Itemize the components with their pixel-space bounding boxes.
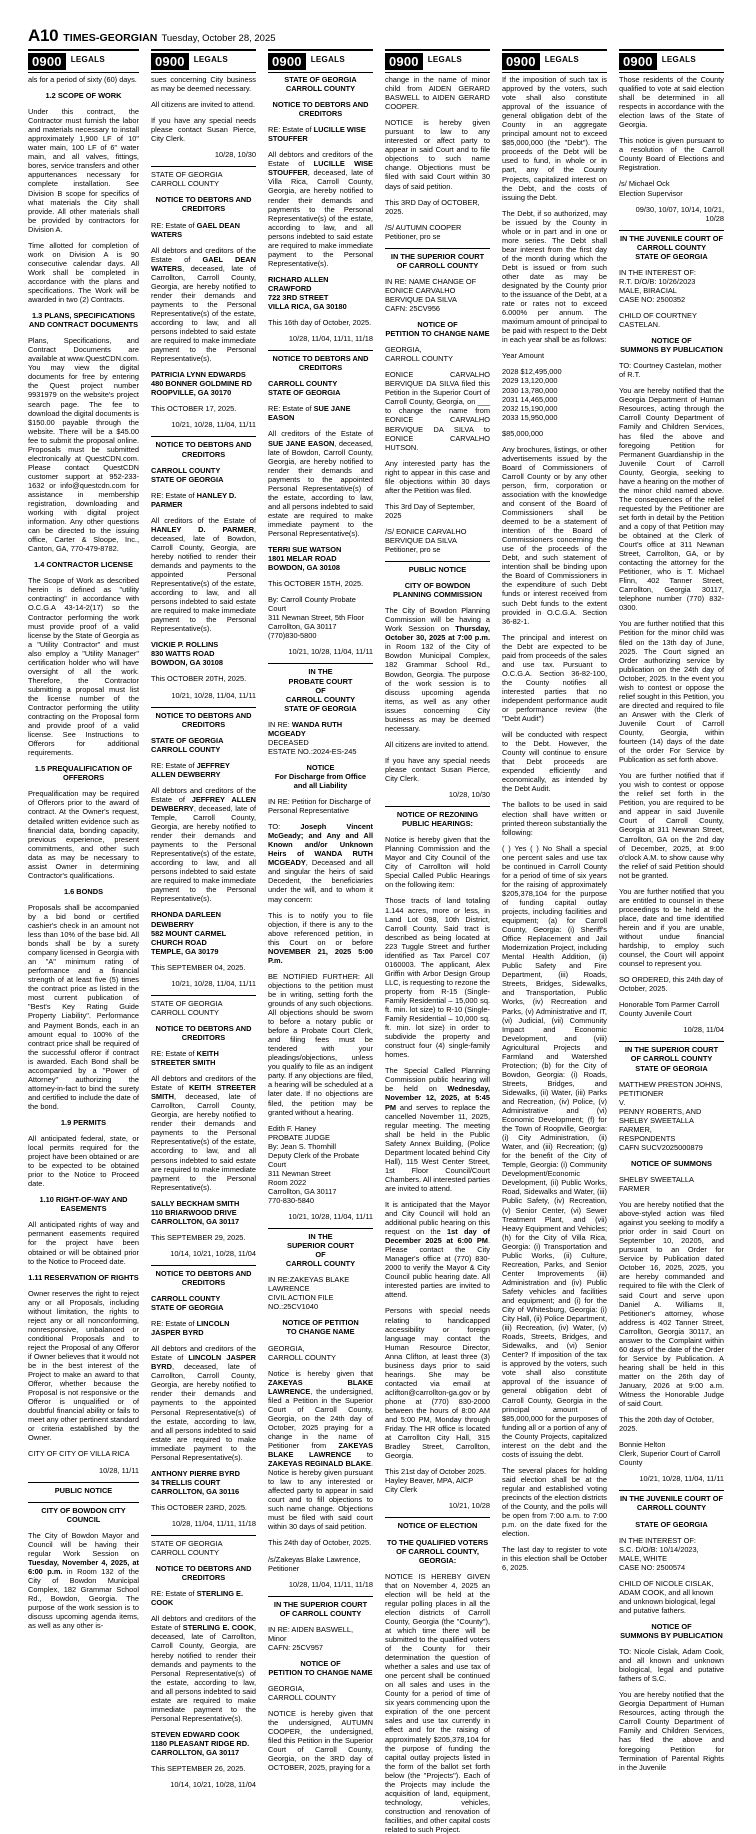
legals-column-1 — [28, 49, 145, 1834]
notice-line: This SEPTEMBER 29, 2025. — [151, 1232, 246, 1242]
notice-line: RE: Estate of SUE JANE EASON — [268, 404, 351, 423]
notice-line: RHONDA DARLEEN DEWBERRY 582 MOUNT CARMEL CHURCH ROAD TEMPLE, GA 30179 — [151, 910, 227, 956]
notice-line: /s/Zakeyas Blake Lawrence, Petitioner — [268, 1554, 361, 1573]
notice-heading: NOTICE TO DEBTORS AND CREDITORS — [155, 440, 252, 459]
notice-line: /S/ AUTUMN COOPER Petitioner, pro se — [385, 222, 462, 241]
section-divider — [151, 166, 256, 167]
legals-header — [151, 49, 256, 73]
notice-paragraph: You are hereby notified that the Georgia Department of Human Resources, acting through the Carroll County Department of Family and Children Services, has filed the above and foregoing Petition for Termination of Parental Rights in the Juvenile — [619, 1690, 724, 1772]
section-divider — [151, 1265, 256, 1266]
notice-line: RE: Estate of JEFFREY ALLEN DEWBERRY — [151, 760, 230, 779]
notice-line: This 24th day of October, 2025. — [268, 1538, 372, 1548]
notice-line: IN RE: Petition for Discharge of Personal Representative — [268, 797, 371, 816]
notice-line: This OCTOBER 23RD, 2025. — [151, 1502, 247, 1512]
notice-line: MATTHEW PRESTON JOHNS, PETITIONER V. PENNY ROBERTS, AND SHELBY SWEETALLA FARMER, RESPONDENTS CAFN SUCV2025000879 — [619, 1079, 723, 1152]
notice-paragraph: All debtors and creditors of the Estate of STERLING E. COOK, deceased, late of Carrollton, Carroll County, Georgia, are hereby notified to render their demands and payments to the Personal Representative(s) of the estate, according to law, and all persons indebted to said estate are required to make immediate payment to the Personal Representative(s). — [151, 1614, 256, 1723]
notice-line: RE: Estate of GAEL DEAN WATERS — [151, 220, 241, 239]
notice-paragraph: All debtors and creditors of the Estate of LINCOLN JASPER BYRD, deceased, late of Carrollton, Carroll County, Georgia, are hereby notified to render their demands and payments to the appointed Personal Representative(s) of the estate, according to law, and all persons indebted to said estate are required to make immediate payment to the Personal Representative(s). — [151, 1344, 256, 1462]
notice-paragraph: You are hereby notified that the Georgia Department of Human Resources, acting through the Carroll County Department of Family and Children Services, has filed the above and foregoing Petition for Permanent Guardianship in the Juvenile Court of Carroll County, Georgia, seeking to have a hearing on the mother of the minor child named above. The consequences of the relief requested by the Petitioner are set forth in detail by the Petition and a copy of that Petition may be obtained at the Clerk of Court's office at 311 Newnan Street, Carrollton, GA, or by contacting the attorney for the Petitioner, who is T. Michael Flinn, 402 Tanner Street, Carrollton, Georgia 30117, telephone number (770) 832-0300. — [619, 386, 724, 613]
legals-column-4 — [379, 49, 496, 1834]
notice-line: This SEPTEMBER 04, 2025. — [151, 962, 246, 972]
section-divider — [619, 230, 724, 231]
legals-category-label: LEGALS — [661, 55, 696, 64]
notice-line: This SEPTEMBER 26, 2025. — [151, 1764, 246, 1774]
notice-line: This 21st day of October 2025. Hayley Beaver, MPA, AICP City Clerk — [385, 1467, 487, 1495]
notice-paragraph: Any brochures, listings, or other advertisements issued by the Board of Commissioners of Carroll County or by any other person, firm, corporation or association with the knowledge and consent of the Board of Commissioners shall be deemed to be a statement of intention of the Board of Commissioners concerning the use of the proceeds of the Debt, and such statement of intention shall be binding upon the Board of Commissioners in the expenditure of such Debt funds or interest received from such Debt funds to the extent provided in O.C.G.A. Section 36-82-1. — [502, 444, 607, 626]
section-divider — [151, 707, 256, 708]
notice-paragraph: The principal and interest on the Debt are expected to be paid from proceeds of the sales and use tax. Pursuant to O.C.G.A. Section 36-82-100, the County notifies all interested parties that no independent performance audit or performance review (the "Debt Audit") — [502, 632, 607, 724]
notice-paragraph: Those residents of the County qualified to vote at said election shall be determined in all respects in accordance with the election laws of the State of Georgia. — [619, 75, 724, 130]
notice-heading: 1.5 PREQUALIFICATION OF OFFERORS — [34, 764, 133, 783]
notice-line: IN RE: WANDA RUTH MCGEADY DECEASED ESTATE NO.:2024-ES-245 — [268, 719, 357, 756]
notice-paragraph: Owner reserves the right to reject any or all Proposals, including without limitation, the rights to reject any or all nonconforming, nonresponsive, unbalanced or conditional Proposals and to reject the Proposal of any Offeror if Owner believes that it would not be in the best interest of the Project to make an award to that Offeror, whether because the Proposal is not responsive or the Offeror is unqualified or of doubtful financial ability or fails to meet any other pertinent standard or criteria established by the Owner. — [28, 1288, 139, 1443]
notice-line: RE: Estate of LUCILLE WISE STOUFFER — [268, 125, 366, 144]
notice-line: CITY OF CITY OF VILLA RICA — [28, 1449, 130, 1459]
legals-column-2 — [145, 49, 262, 1834]
legals-category-number: 0900 — [619, 53, 657, 70]
legals-category-number: 0900 — [28, 53, 66, 70]
notice-heading: NOTICE OF SUMMONS BY PUBLICATION — [620, 1621, 723, 1640]
notice-paragraph: Any interested party has the right to appear in this case and file objections within 30 days after the Petition was filed. — [385, 458, 490, 495]
paper-name: TIMES-GEORGIAN — [63, 32, 158, 44]
notice-heading: IN THE JUVENILE COURT OF CARROLL COUNTY — [619, 1494, 724, 1513]
notice-paragraph: The ballots to be used in said election shall have written or printed thereon substantially the following: — [502, 800, 607, 837]
notice-heading: CITY OF BOWDON CITY COUNCIL — [41, 1505, 126, 1524]
notice-line: IN RE:ZAKEYAS BLAKE LAWRENCE CIVIL ACTION FILE NO.:25CV1040 — [268, 1275, 350, 1312]
notice-heading: TO THE QUALIFIED VOTERS OF CARROLL COUNTY, GEORGIA: — [386, 1537, 489, 1565]
notice-line: $85,000,000 — [502, 428, 544, 438]
section-divider — [385, 248, 490, 249]
notice-heading: NOTICE TO DEBTORS AND CREDITORS — [155, 1023, 252, 1042]
notice-paragraph: All anticipated rights of way and permanent easements required for the project have been obtained or will be obtained prior to the Notice to Proceed date. — [28, 1220, 139, 1266]
legals-category-number: 0900 — [268, 53, 306, 70]
notice-paragraph: will be conducted with respect to the Debt. However, the County will continue to ensure that Debt proceeds are expended efficiently and economically, as intended by the Debt Audit. — [502, 730, 607, 794]
notice-line: ANTHONY PIERRE BYRD 34 TRELLIS COURT CARROLLTON, GA 30116 — [151, 1468, 240, 1496]
notice-paragraph: All citizens are invited to attend. — [385, 739, 489, 749]
section-divider — [385, 1517, 490, 1518]
legals-category-label: LEGALS — [427, 55, 462, 64]
section-divider — [268, 1228, 373, 1229]
notice-paragraph: Those tracts of land totaling 1.144 acres, more or less, in Land Lot 098, 10th District, Carroll County. Said tract is described as being located at 223 Tuggle Street and further identified as Tax Parcel C07 0160003. The applicant, Alex Griffin with Arbor Design Group LLC, is requesting to rezone the property from R-15 (Single-Family Residential – 15,000 sq. ft. min. lot size) to R-10 (Single-Family Residential – 10,000 sq. ft. min. lot size) in order to subdivide the property and construct four (4) single-family homes. — [385, 896, 490, 1060]
notice-heading: NOTICE TO DEBTORS AND CREDITORS — [155, 195, 252, 214]
notice-heading: NOTICE OF REZONING PUBLIC HEARINGS: — [396, 810, 479, 829]
legals-category-number: 0900 — [151, 53, 189, 70]
notice-heading: IN THE SUPERIOR COURT OF CARROLL COUNTY — [390, 251, 485, 270]
legals-column-5 — [496, 49, 613, 1834]
notice-line: Bonnie Helton Clerk, Superior Court of Carroll County — [619, 1440, 721, 1468]
notice-paragraph: TO: Joseph Vincent McGeady; and Any and All Known and/or Unknown Heirs of WANDA RUTH MCGEADY, Deceased and all and singular the heirs of said Decedent, the beneficiaries under the will, and to whom it may concern: — [268, 822, 373, 904]
section-divider — [268, 663, 373, 664]
notice-line: STATE OF GEORGIA CARROLL COUNTY — [151, 1539, 223, 1558]
notice-paragraph: ( ) Yes ( ) No Shall a special one percent sales and use tax be continued in Carroll County for a period of time of six years for the raising of approximately $205,378,104 for the purpose of funding capital outlay projects, including facilities and equipment; (a) for Carroll County, Georgia: (i) Sheriff's Office Replacement and Jail Modernization Project, including Mental Health Addition, (ii) Public Safety and Fire Department, (iii) Roads, Streets, Bridges, Sidewalks, and Transportation, Public Works, (iv) Recreation and Parks, (v) Administrative and IT, (vi) Judicial, (vii) Community Impact and Economic Development, and (viii) Agricultural Projects and Farmland and Watershed Protection; (b) for the City of Bowdon, Georgia: (i) Roads, Streets, Bridges, and Sidewalks, (ii) Water, (iii) Parks and Recreation, (iv) Police, (v) Administrative and (vi) Economic Development; (f) for the Town of Roopville, Georgia: (i) City Administration, (ii) Water, and (iii) Recreation; (g) for the benefit of the City of Temple, Georgia: (i) Community Development/Economic Development, (ii) Public Works, Road, Sidewalks and Water, (iii) Public Safety, (iv) Recreation, (v) Senior Center, (vi) Sewer Treatment Plant, and (vii) Heavy Equipment and Vehicles; (h) for the City of Villa Rica, Georgia: (i) Transportation and Public Works, (ii) Culture, Recreation, Parks, and Senior Center Improvements (iii) Administration and (iv) Public Safety vehicles and facilities and equipment; and (i) for the City of Whitesburg, Georgia: (i) City Hall, (ii) Police Department, (iii) Recreation, (iv) Water, (v) Roads, Streets, Bridges, and Sidewalks, and (vi) Senior Center? If imposition of the tax is approved by the voters, such vote shall also constitute approval of the issuance of general obligation debt of Carroll County, Georgia in the principal amount of $85,000,000 for the purposes of funding all or a portion of any of the County Projects, capitalized interest on the debt and the costs of issuing the debt. — [502, 843, 607, 1459]
notice-line: This OCTOBER 15TH, 2025. — [268, 579, 364, 589]
publication-dates: 10/21, 10/28, 11/04, 11/11 — [288, 647, 373, 657]
notice-paragraph: NOTICE is hereby given pursuant to law to any interested or affect party to appear in said Court and to file objections to such name change. Objections must be filed with said Court within 30 days of said petition. — [385, 118, 490, 191]
notice-line: CARROLL COUNTY STATE OF GEORGIA — [151, 465, 224, 484]
notice-line: GEORGIA, CARROLL COUNTY — [268, 1343, 336, 1362]
issue-date: Tuesday, October 28, 2025 — [161, 33, 276, 44]
page-folio: A10 — [28, 26, 59, 45]
notice-line: Honorable Tom Parmer Carroll County Juvenile Court — [619, 1000, 720, 1019]
notice-paragraph: The Special Called Planning Commission public hearing will be held on Wednesday, November 12, 2025, at 5:45 PM and serves to replace the cancelled November 11, 2025, regular meeting. The meeting shall be held in the Public Safety Annex Building, (Police Department located behind City Hall), 115 West Center Street, 1st Floor Council/Court Chambers. All interested parties are invited to attend. — [385, 1066, 490, 1193]
notice-line: RE: Estate of LINCOLN JASPER BYRD — [151, 1319, 230, 1338]
notice-line: Year Amount — [502, 351, 545, 361]
notice-paragraph: If you have any special needs please contact Susan Pierce, City Clerk. — [151, 116, 256, 144]
notice-paragraph: Persons with special needs relating to handicapped accessibility or foreign language may contact the Human Resource Director, Anna Clifton, at least three (3) business days prior to said hearings. She may be contacted via email at aclifton@carrollton-ga.gov or by phone at (770) 830-2000 between the hours of 8:00 AM and 5:00 PM, Monday through Friday. The HR office is located at Carrollton City Hall, 315 Bradley Street, Carrollton, Georgia. — [385, 1306, 490, 1461]
notice-line: CHILD OF NICOLE CISLAK, ADAM COOK, and all known and unknown biological, legal and putative fathers. — [619, 1578, 716, 1615]
notice-paragraph: All debtors and creditors of the Estate of JEFFREY ALLEN DEWBERRY, deceased, late of Temple, Carroll County, Georgia, are hereby notified to render their demands and payments to the Personal Representative(s) of the estate, according to law, and all persons indebted to said estate are required to make immediate payment to the Personal Representative(s). — [151, 785, 256, 904]
notice-line: This the 20th day of October, 2025. — [619, 1415, 714, 1434]
notice-heading: 1.6 BONDS — [63, 886, 104, 896]
notice-paragraph: It is anticipated that the Mayor and City Council will hold an additional public hearing on this request on the 1st day of December 2025 at 6:00 PM. Please contact the City Manager's office at (770) 830-2000 to verify the Mayor & City Council public hearing date. All interested parties are invited to attend. — [385, 1199, 491, 1300]
notice-line: This OCTOBER 20TH, 2025. — [151, 674, 247, 684]
notice-heading: IN THE PROBATE COURT OF CARROLL COUNTY STATE OF GEORGIA — [284, 667, 357, 713]
notice-line: TERRI SUE WATSON 1801 MELAR ROAD BOWDON, GA 30108 — [268, 545, 342, 573]
notice-paragraph: Under this contract, the Contractor must furnish the labor and materials necessary to install approximately 1,900 LF of 10" water main, 100 LF of 6" water main, and all valves, fittings, bores, service transfers and other appurtenances necessary for complete installation. See Division B scope for specifics of what materials the City shall provide. All other materials shall be provided by contractors for Division A. — [28, 107, 139, 234]
notice-line: RE: Estate of STERLING E. COOK — [151, 1589, 244, 1608]
notice-paragraph: All debtors and creditors of the Estate of GAEL DEAN WATERS, deceased, late of Carrollton, Carroll County, Georgia, are hereby notified to render their demands and payments to the Personal Representative(s) of the estate, according to law, and all persons indebted to said estate are required to make immediate payment to the Personal Representative(s). — [151, 245, 256, 364]
notice-heading: 1.2 SCOPE OF WORK — [45, 91, 122, 101]
notice-heading: NOTICE TO DEBTORS AND CREDITORS — [272, 100, 369, 119]
publication-dates: 10/21, 10/28, 11/04, 11/11 — [171, 420, 256, 430]
publication-dates: 10/28, 11/04, 11/11, 11/18 — [288, 1579, 373, 1589]
notice-line: CARROLL COUNTY STATE OF GEORGIA — [268, 379, 341, 398]
notice-line: GEORGIA, CARROLL COUNTY — [268, 1683, 336, 1703]
publication-dates: 10/14, 10/21, 10/28, 11/04 — [170, 1780, 256, 1790]
notice-heading: PUBLIC NOTICE — [54, 1485, 113, 1495]
notice-paragraph: Prequalification may be required of Offerors prior to the award of contract. At the Owner's request, detailed written evidence such as financial data, bonding capacity, previous experience, present commitments, and other such data as may be necessary to assist Owner in determining Contractor's qualifications. — [28, 789, 139, 880]
notice-paragraph: Plans, Specifications, and Contract Documents are available at www.QuestCDN.com. You may view the digital documents for free by entering the Quest project number 9931979 on the website's project search page. The fee to download the digital documents is $150.00 payable through the website. There will be a $45.00 fee to submit the proposal online. Proposals must be submitted electronically at QuestCDN.com. Please contact QuestCDN customer support at 952-233-1632 or info@questcdn.com for assistance in membership registration, downloading and working with digital project information. Any other questions can be directed to the issuing office, Carter & Sloope, Inc., Canton, GA, 770-479-8782. — [28, 336, 139, 554]
publication-dates: 10/21, 10/28 — [448, 1501, 490, 1511]
notice-paragraph: Time allotted for completion of work on Division A is 90 consecutive calendar days. All Work shall be completed in accordance with the plans and specifications. The Work will be awarded in two (2) Contracts. — [28, 240, 139, 305]
legals-category-label: LEGALS — [70, 55, 105, 64]
notice-line: IN THE INTEREST OF: S.C. D/O/B: 10/14/2023, MALE, WHITE CASE NO: 2500574 — [619, 1535, 699, 1572]
notice-paragraph: BE NOTIFIED FURTHER: All objections to the petition must be in writing, setting forth the grounds of any such objections. All objections should be sworn to before a notary public or before a Probate Court Clerk, and filing fees must be tendered with your pleadings/objections, unless you qualify to file as an indigent party. If any objections are filed, a hearing will be scheduled at a later date. If no objections are filed, the petition may be granted without a hearing. — [268, 971, 373, 1117]
legals-column-3 — [262, 49, 379, 1834]
publication-dates: 10/28, 11/04 — [683, 1025, 724, 1035]
legals-header-rule — [619, 72, 724, 73]
notice-heading: IN THE JUVENILE COURT OF CARROLL COUNTY STATE OF GEORGIA — [619, 233, 724, 261]
notice-heading: 1.4 CONTRACTOR LICENSE — [34, 560, 133, 570]
publication-dates: 10/21, 10/28, 11/04, 11/11 — [171, 978, 256, 988]
notice-paragraph: All creditors of the Estate of HANLEY D. PARMER, deceased, late of Bowdon, Carroll County, Georgia, are hereby notified to render their demands and payments to the appointed Personal Representative(s) of the estate, according to law, and all persons indebted to said estate are required to make immediate payment to the Personal Representative(s). — [151, 515, 256, 634]
notice-heading: NOTICE For Discharge from Office and all Liability — [274, 762, 367, 790]
notice-line: RE: Estate of KEITH STREETER SMITH — [151, 1048, 219, 1068]
notice-paragraph: All creditors of the Estate of SUE JANE EASON, deceased, late of Bowdon, Carroll County, Georgia, are hereby notified to render their demands and payments to the appointed Personal Representative(s) of the estate, according to law, and all persons indebted to said estate are required to make immediate payment to the Personal Representative(s). — [268, 429, 373, 538]
notice-line: This 16th day of October, 2025. — [268, 318, 372, 328]
column-container — [0, 49, 756, 1834]
notice-paragraph: You are further notified that if you wish to contest or oppose the relief set forth in the Petition, you are required to be and appear in said Juvenile Court of Carroll County, Georgia at 311 Newnan Street, Carrollton, GA on the 2nd day of December, 2025, at 9:00 o'clock A.M. to show cause why the relief of said Petition should not be granted. — [619, 771, 724, 880]
publication-dates: 10/21, 10/28, 11/04, 11/11 — [171, 690, 256, 700]
notice-paragraph: You are further notified that you are entitled to counsel in these proceedings to be held at the place, date and time identified herein and if you are unable, without undue financial hardship, to employ such counsel, the Court will appoint counsel to represent you. — [619, 886, 724, 969]
notice-line: STATE OF GEORGIA CARROLL COUNTY — [151, 170, 223, 189]
notice-paragraph: Notice is hereby given that ZAKEYAS BLAKE LAWRENCE, the undersigned, filed a Petition in the Superior Court of Carroll County, Georgia, on the 24th day of October, 2025 praying for a change in the name of Petitioner from ZAKEYAS BLAKE LAWRENCE to ZAKEYAS REGINALD BLAKE. Notice is hereby given pursuant to law to any interested or affected party to appear in said court and to fill objections to such name change. Objections must be filed with said court within 30 days of said petition. — [268, 1368, 373, 1532]
notice-line: IN THE INTEREST OF: R.T. D/O/B: 10/26/2023 MALE, BIRACIAL CASE NO: 2500352 — [619, 267, 696, 304]
notice-heading: CITY OF BOWDON PLANNING COMMISSION — [392, 581, 483, 600]
notice-heading: STATE OF GEORGIA — [635, 1519, 708, 1529]
publication-dates: 10/28, 11/04, 11/11, 11/18 — [288, 334, 373, 344]
notice-heading: STATE OF GEORGIA CARROLL COUNTY — [284, 75, 357, 94]
notice-paragraph: You are hereby notified that the above-styled action was filed against you seeking to modify a prior order in said Court on September 10, 20205, and pursuant to an Order for Service by Publication dated October 16, 2025, 2025, you are hereby commanded and required to file with the Clerk of said Court and serve upon Daniel A. Williams II, Petitioner's attorney, whose address is 402 Tanner Street, Carrollton, Georgia 30117, an answer to the Complaint within 60 days of the date of the Order for Service by Publication. A hearing shall be held in this matter on the 26th day of January, 2026 at 9:00 a.m. Witness the Honorable Judge of said Court. — [619, 1200, 724, 1409]
notice-paragraph: EONICE CARVALHO BERVIQUE DA SILVA filed this Petition in the Superior Court of Carroll County, Georgia, on ___ to change the name from EONICE CARVALHO BERVIQUE DA SILVA to EONICE CARVALHO HUTSON. — [385, 370, 490, 452]
notice-heading: 1.9 PERMITS — [60, 1117, 107, 1127]
notice-paragraph: Notice is hereby given that the Planning Commission and the Mayor and City Council of the City of Carrollton will hold Special Called Public Hearings on the following item: — [385, 835, 490, 890]
notice-heading: NOTICE TO DEBTORS AND CREDITORS — [272, 354, 369, 373]
notice-heading: IN THE SUPERIOR COURT OF CARROLL COUNTY — [285, 1232, 356, 1269]
notice-line: TO: Courtney Castelan, mother of R.T. — [619, 361, 722, 380]
notice-paragraph: All anticipated federal, state, or local permits required for the project have been obtained or are to be expected to be obtained prior to the Notice to Proceed date. — [28, 1134, 139, 1189]
notice-line: SHELBY SWEETALLA FARMER — [619, 1174, 694, 1194]
masthead — [0, 0, 756, 49]
publication-dates: 10/28, 11/11 — [99, 1465, 139, 1475]
notice-paragraph: NOTICE IS HEREBY GIVEN that on November 4, 2025 an election will be held at the regular polling places in all the election districts of Carroll County, Georgia (the "County"), at which time there will be submitted to the qualified voters of the County for their determination the question of whether a sales and use tax of one percent shall be continued on all sales and uses in the County for a period of time of six years commencing upon the expiration of the one percent sales and use tax currently in effect and for the raising of approximately $205,378,104 for the purpose of funding the capital outlay projects listed in the form of the ballot set forth below (the "Projects"). Each of the Projects may include the acquisition of land, equipment, technology, vehicles, construction and renovation of facilities, and other capital costs related to such Project. — [385, 1571, 490, 1834]
notice-paragraph: The several places for holding said election shall be at the regular and established voting precincts of the election districts of the County, and the polls will be open from 7:00 a.m. to 7:00 p.m. on the date fixed for the election. — [502, 1465, 607, 1539]
section-divider — [151, 995, 256, 996]
notice-line: 2028 $12,495,000 2029 13,120,000 2030 13,780,000 2031 14,465,000 2032 15,190,000 2033 15,950,000 — [502, 367, 562, 422]
notice-paragraph: The City of Bowdon Planning Commission will be having a Work Session on Thursday, October 30, 2025 at 7:00 p.m. in Room 132 of the City of Bowdon Municipal Complex, 182 Grammar School Rd., Bowdon, Georgia. The purpose of the work session is to discuss upcoming agenda items, as well as any other issues concerning City business as may be deemed necessary. — [385, 606, 490, 733]
notice-heading: PUBLIC NOTICE — [408, 565, 467, 575]
notice-paragraph: This notice is given pursuant to a resolution of the Carroll County Board of Elections and Registration. — [619, 136, 724, 173]
notice-paragraph: TO: Nicole Cislak, Adam Cook, and all known and unknown biological, legal and putative fathers of S.C. — [619, 1647, 724, 1684]
legals-category-number: 0900 — [385, 53, 423, 70]
legals-header-rule — [151, 72, 256, 73]
notice-line: RICHARD ALLEN CRAWFORD 722 3RD STREET VILLA RICA, GA 30180 — [268, 274, 347, 312]
notice-line: /S/ EONICE CARVALHO BERVIQUE DA SILVA Petitioner, pro se — [385, 526, 467, 555]
notice-line: SALLY BECKHAM SMITH 110 BRIARWOOD DRIVE CARROLLTON, GA 30117 — [151, 1198, 240, 1226]
legals-header-rule — [385, 72, 490, 73]
notice-heading: NOTICE OF SUMMONS BY PUBLICATION — [620, 336, 723, 355]
notice-paragraph: All debtors and creditors of the Estate of KEITH STREETER SMITH, deceased, late of Carrollton, Carroll County, Georgia, are hereby notified to render their demands and payments to the Personal Representative(s) of the estate, according to law, and all persons indebted to said estate are required to make immediate payment to the Personal Representative(s). — [151, 1074, 256, 1192]
notice-heading: NOTICE OF SUMMONS — [631, 1158, 712, 1168]
notice-line: STATE OF GEORGIA CARROLL COUNTY — [151, 998, 223, 1017]
section-divider — [385, 561, 490, 562]
notice-heading: 1.10 RIGHT-OF-WAY AND EASEMENTS — [39, 1195, 128, 1214]
notice-line: CHILD OF COURTNEY CASTELAN. — [619, 310, 697, 330]
notice-heading: NOTICE OF ELECTION — [397, 1521, 478, 1531]
legals-category-label: LEGALS — [310, 55, 345, 64]
publication-dates: 10/28, 10/30 — [448, 790, 490, 800]
publication-dates: 10/28, 11/04, 11/11, 11/18 — [171, 1519, 256, 1528]
notice-line: STEVEN EDWARD COOK 1180 PLEASANT RIDGE RD. CARROLLTON, GA 30117 — [151, 1729, 250, 1757]
legals-category-number: 0900 — [502, 53, 540, 70]
notice-heading: NOTICE TO DEBTORS AND CREDITORS — [155, 710, 252, 729]
publication-dates: 10/14, 10/21, 10/28, 11/04 — [170, 1248, 256, 1258]
notice-heading: NOTICE OF PETITION TO CHANGE NAME — [385, 320, 490, 339]
notice-line: RE: Estate of HANLEY D. PARMER — [151, 490, 237, 509]
notice-paragraph: All debtors and creditors of the Estate of LUCILLE WISE STOUFFER, deceased, late of Villa Rica, Carroll County, Georgia, are hereby notified to render their demands and payments to the Personal Representative(s) of the estate, according to law, and all persons indebted to said estate are required to make immediate payment to the Personal Representative(s). — [268, 150, 373, 268]
notice-heading: 1.11 RESERVATION OF RIGHTS — [28, 1272, 139, 1282]
notice-line: PATRICIA LYNN EDWARDS 480 BONNER GOLDMINE RD ROOPVILLE, GA 30170 — [151, 370, 253, 398]
legals-category-label: LEGALS — [193, 55, 228, 64]
section-divider — [385, 806, 490, 807]
legals-category-label: LEGALS — [544, 55, 579, 64]
legals-header-rule — [268, 72, 373, 73]
notice-line: /s/ Michael Ock Election Supervisor — [619, 179, 683, 198]
notice-heading: IN THE SUPERIOR COURT OF CARROLL COUNTY STATE OF GEORGIA — [624, 1045, 719, 1073]
publication-dates: 10/28, 10/30 — [214, 150, 256, 160]
notice-paragraph: The Debt, if so authorized, may be issued by the County in whole or in part and in one or more series. The Debt shall bear interest from the first day of the month during which the Debt is issued or from such other date as may be designated by the County prior to the issuance of the Debt, at a rate or rates not to exceed 6.000% per annum. The maximum amount of principal to be paid with respect to the Debt in each year shall be as follows: — [502, 208, 607, 345]
legals-header — [268, 49, 373, 73]
notice-line: IN RE: AIDEN BASWELL, Minor CAFN: 25CV957 — [268, 1624, 354, 1652]
notice-heading: NOTICE OF PETITION TO CHANGE NAME — [268, 1658, 373, 1677]
notice-line: This OCTOBER 17, 2025. — [151, 404, 237, 414]
notice-heading: NOTICE TO DEBTORS AND CREDITORS — [155, 1564, 252, 1583]
section-divider — [619, 1041, 724, 1042]
section-divider — [28, 1482, 139, 1483]
legals-header — [385, 49, 490, 73]
notice-line: STATE OF GEORGIA CARROLL COUNTY — [151, 735, 224, 754]
publication-dates: 09/30, 10/07, 10/14, 10/21, 10/28 — [635, 204, 724, 223]
notice-paragraph: All citizens are invited to attend. — [151, 100, 255, 110]
legals-header-rule — [502, 72, 607, 73]
section-divider — [619, 1490, 724, 1491]
notice-paragraph: Proposals shall be accompanied by a bid bond or certified cashier's check in an amount not less than 10% of the base bid. All bonds shall be by a surety company licensed in Georgia with an "A" minimum rating of performance and a financial strength of at least five (5) times the contract price as listed in the most current publication of "Best's Key Rating Guide Property Liability". Performance and Payment Bonds, each in an amount equal to 100% of the contract price shall be required of the successful offeror if contract is awarded. Each Bond shall be accompanied by a "Power of Attorney" authorizing the attorney-in-fact to bind the surety and certified to include the date of the bond. — [28, 902, 139, 1111]
legals-header — [619, 49, 724, 73]
notice-paragraph: sues concerning City business as may be deemed necessary. — [151, 75, 256, 94]
notice-paragraph: You are further notified that this Petition for the minor child was filed on the 13th day of June, 2025. The Court signed an Order authorizing service by publication on the 24th day of October, 2025. In the event you wish to contest or oppose the relief sought in this Petition, you are directed and required to file an Answer with the Clerk of Juvenile Court of Carroll County, Georgia, within fourteen (14) days of the date of the order For Service by Publication as set forth above. — [619, 619, 724, 765]
notice-heading: 1.3 PLANS, SPECIFICATIONS AND CONTRACT DOCUMENTS — [28, 311, 139, 330]
notice-paragraph: The Scope of Work as described herein is defined as "utility contracting" in accordance with O.C.G.A 43-14-2(17) so the Contractor performing the work must provide proof of a valid license by the State of Georgia as a "Utility Contractor" and must also employ a "Utility Manager" certification holder who will have oversight of all the work. Therefore, the Contractor submitting a proposal must list the license number of the Contractor performing the utility contracting on the Proposal form and provide proof of a valid license. See Instructions to Offerors for additional requirements. — [28, 576, 139, 758]
section-divider — [151, 1535, 256, 1536]
legals-header — [28, 49, 139, 73]
legals-header-rule — [28, 72, 139, 73]
notice-paragraph: als for a period of sixty (60) days. — [28, 75, 137, 84]
notice-paragraph: If you have any special needs please contact Susan Pierce, City Clerk. — [385, 755, 490, 783]
notice-line: IN RE: NAME CHANGE OF EONICE CARVALHO BERVIQUE DA SILVA CAFN: 25CV956 — [385, 276, 477, 313]
notice-heading: IN THE SUPERIOR COURT OF CARROLL COUNTY — [273, 1599, 368, 1618]
publication-dates: 10/21, 10/28, 11/04, 11/11 — [288, 1212, 373, 1222]
notice-line: GEORGIA, CARROLL COUNTY — [385, 345, 453, 364]
publication-dates: 10/21, 10/28, 11/04, 11/11 — [639, 1474, 724, 1484]
notice-paragraph: NOTICE is hereby given that the undersigned, AUTUMN COOPER, the undersigned, filed this Petition in the Superior Court of Carroll County, Georgia, on the 3RD day of OCTOBER, 2025, praying for a — [268, 1709, 373, 1773]
notice-line: SO ORDERED, this 24th day of October, 2025. — [619, 975, 723, 994]
section-divider — [151, 436, 256, 437]
notice-paragraph: The City of Bowdon Mayor and Council will be having their regular Work Session on Tuesday, November 4, 2025, at 6:00 p.m. in Room 132 of the City of Bowdon Municipal Complex, 182 Grammar School Rd., Bowdon, Georgia. The purpose of the work session is to discuss upcoming agenda items, as well as any other is- — [28, 1530, 139, 1631]
notice-paragraph: If the imposition of such tax is approved by the voters, such vote shall also constitute approval of the issuance of general obligation debt of the County in an aggregate principal amount not to exceed $85,000,000 (the "Debt"). The proceeds of the Debt will be used to fund, in whole or in part, any of the County Projects, capitalized interest on the Debt, and the costs of issuing the Debt. — [502, 75, 607, 202]
notice-heading: NOTICE OF PETITION TO CHANGE NAME — [282, 1318, 359, 1337]
notice-paragraph: This is to notify you to file objection, if there is any to the above referenced petition, in this Court on or before NOVEMBER 21, 2025 5:00 P.m. — [268, 910, 373, 965]
section-divider — [28, 1502, 139, 1503]
notice-line: This 3RD Day of OCTOBER, 2025. — [385, 197, 480, 216]
notice-line: Edith F. Haney PROBATE JUDGE By: Jean S. Thornhill Deputy Clerk of the Probate Court 311 Newnan Street Room 2022 Carrollton, GA 30117 770-830-5840 — [268, 1123, 360, 1205]
notice-line: By: Carroll County Probate Court 311 Newnan Street, 5th Floor Carrollton, GA 30117 (770)830-5800 — [268, 595, 364, 641]
notice-heading: NOTICE TO DEBTORS AND CREDITORS — [155, 1268, 252, 1287]
notice-line: This 3rd Day of September, 2025 — [385, 501, 475, 520]
notice-paragraph: change in the name of minor child from AIDEN GERARD BASWELL to AIDEN GERARD COOPER. — [385, 75, 490, 112]
notice-line: CARROLL COUNTY STATE OF GEORGIA — [151, 1294, 224, 1313]
notice-paragraph: The last day to register to vote in this election shall be October 6, 2025. — [502, 1545, 607, 1573]
notice-line: VICKIE P. ROLLINS 830 WATTS ROAD BOWDON, GA 30108 — [151, 640, 224, 668]
legals-header — [502, 49, 607, 73]
legals-column-6 — [613, 49, 730, 1834]
section-divider — [268, 350, 373, 351]
